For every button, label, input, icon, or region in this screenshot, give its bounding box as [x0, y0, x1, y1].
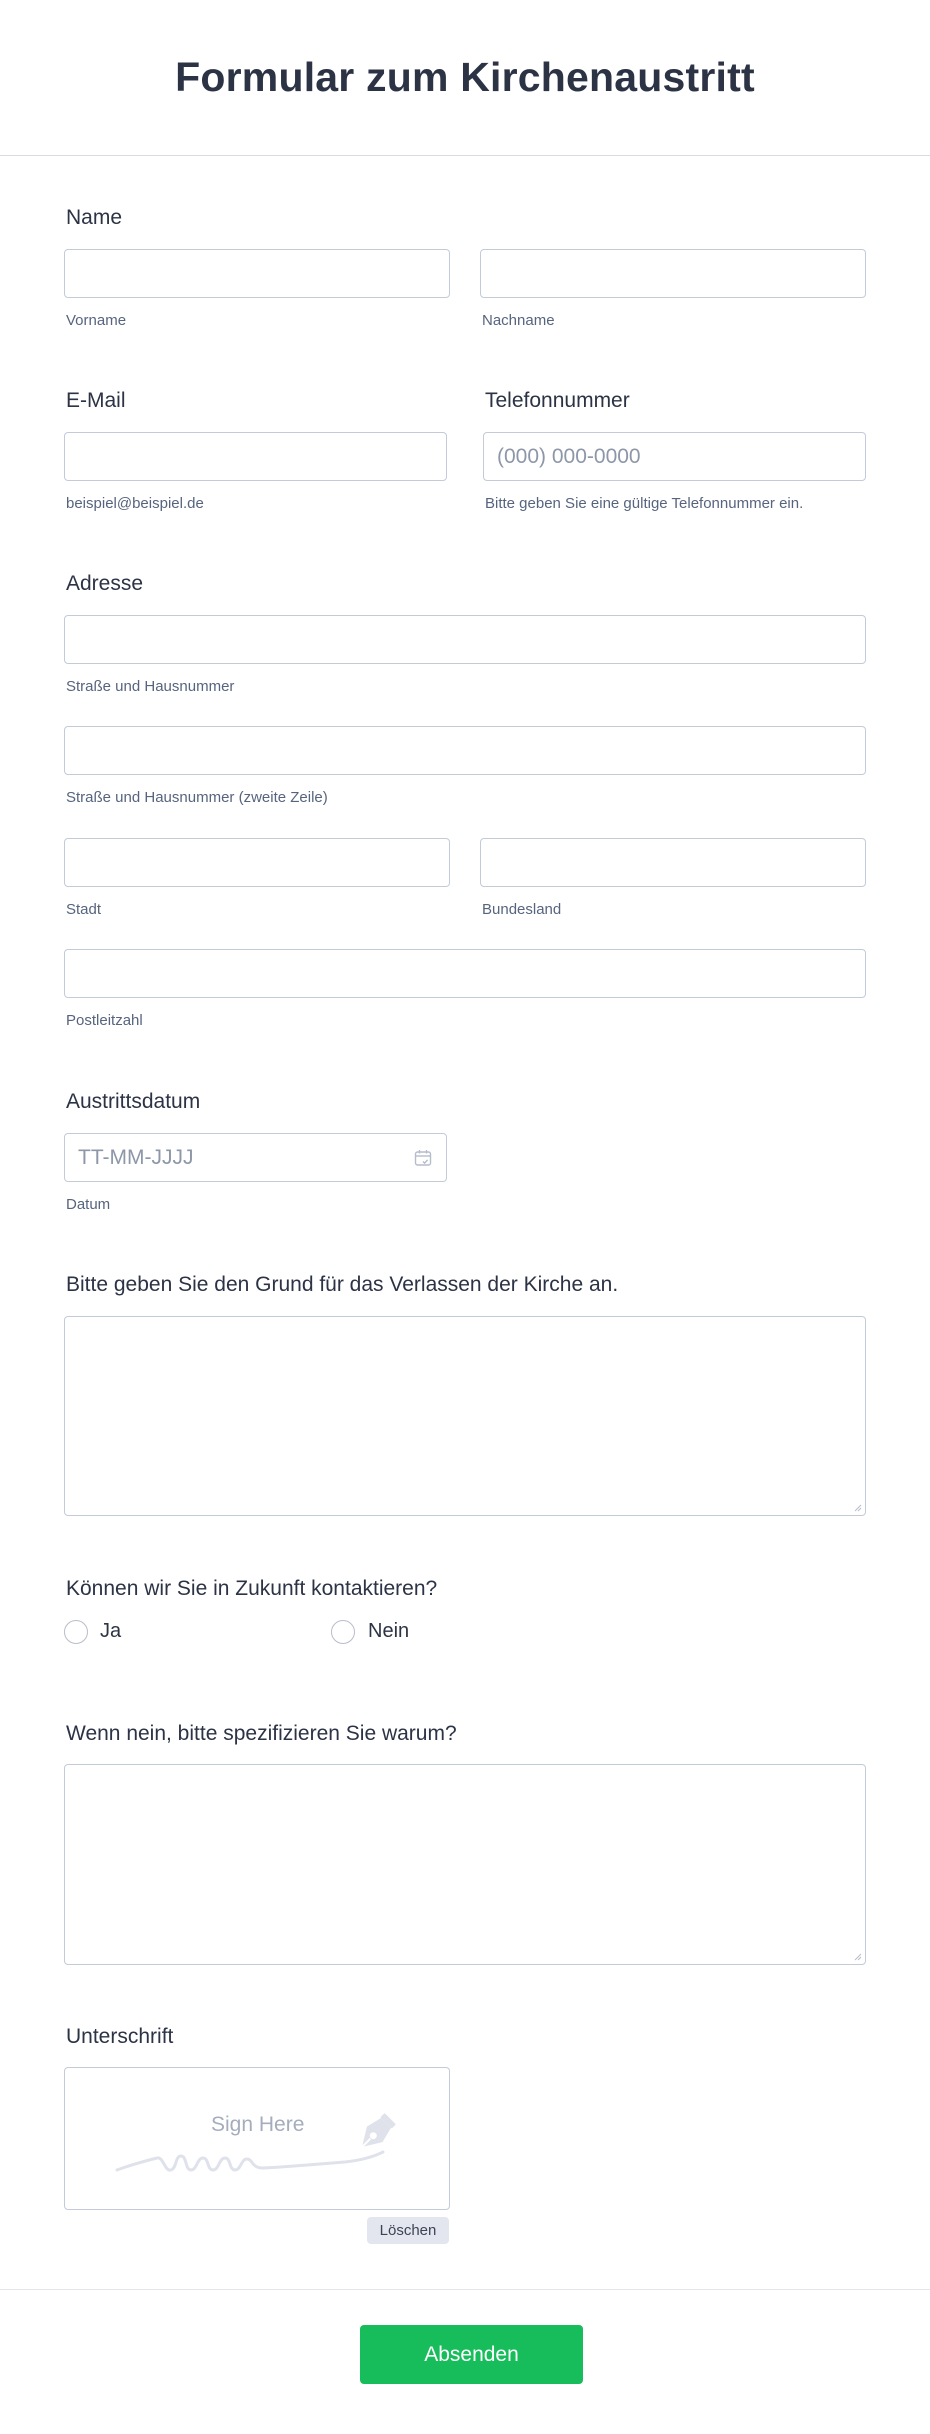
why-not-textarea[interactable] [64, 1764, 866, 1965]
signature-pad[interactable] [64, 2067, 450, 2210]
resize-handle-icon[interactable] [854, 1504, 862, 1512]
resize-handle-icon[interactable] [854, 1953, 862, 1961]
date-placeholder: TT-MM-JJJJ [78, 1146, 194, 1169]
phone-placeholder: (000) 000-0000 [497, 445, 641, 468]
signature-hint: Sign Here [211, 2113, 305, 2136]
name-label: Name [66, 206, 123, 229]
street-input[interactable] [64, 615, 866, 664]
zip-sublabel: Postleitzahl [66, 1012, 143, 1029]
date-label: Austrittsdatum [66, 1090, 201, 1113]
date-input[interactable] [64, 1133, 447, 1182]
calendar-icon[interactable] [414, 1149, 432, 1167]
last-name-input[interactable] [480, 249, 866, 298]
first-name-sublabel: Vorname [66, 312, 127, 329]
email-sublabel: beispiel@beispiel.de [66, 495, 204, 512]
phone-sublabel: Bitte geben Sie eine gültige Telefonnummer ein. [485, 495, 804, 512]
email-label: E-Mail [66, 389, 126, 412]
contact-label: Können wir Sie in Zukunft kontaktieren? [66, 1577, 438, 1600]
city-input[interactable] [64, 838, 450, 887]
city-sublabel: Stadt [66, 901, 102, 918]
street2-sublabel: Straße und Hausnummer (zweite Zeile) [66, 789, 328, 806]
date-sublabel: Datum [66, 1196, 111, 1213]
radio-nein[interactable] [331, 1620, 355, 1644]
street-sublabel: Straße und Hausnummer [66, 678, 235, 695]
reason-textarea[interactable] [64, 1316, 866, 1516]
reason-label: Bitte geben Sie den Grund für das Verlassen der Kirche an. [66, 1273, 619, 1296]
radio-ja[interactable] [64, 1620, 88, 1644]
why-not-label: Wenn nein, bitte spezifizieren Sie warum? [66, 1722, 457, 1745]
zip-input[interactable] [64, 949, 866, 998]
last-name-sublabel: Nachname [482, 312, 555, 329]
phone-input[interactable] [483, 432, 866, 481]
address-label: Adresse [66, 572, 144, 595]
radio-ja-label[interactable]: Ja [100, 1620, 122, 1642]
submit-button[interactable]: Absenden [360, 2325, 583, 2384]
signature-clear-button[interactable]: Löschen [367, 2217, 449, 2244]
signature-label: Unterschrift [66, 2025, 174, 2048]
phone-label: Telefonnummer [485, 389, 630, 412]
state-sublabel: Bundesland [482, 901, 562, 918]
footer-divider [0, 2289, 930, 2290]
street2-input[interactable] [64, 726, 866, 775]
form-header [0, 0, 930, 156]
email-input[interactable] [64, 432, 447, 481]
pen-nib-icon [351, 2112, 397, 2158]
state-input[interactable] [480, 838, 866, 887]
first-name-input[interactable] [64, 249, 450, 298]
form-title: Formular zum Kirchenaustritt [175, 54, 755, 100]
radio-nein-label[interactable]: Nein [368, 1620, 410, 1642]
